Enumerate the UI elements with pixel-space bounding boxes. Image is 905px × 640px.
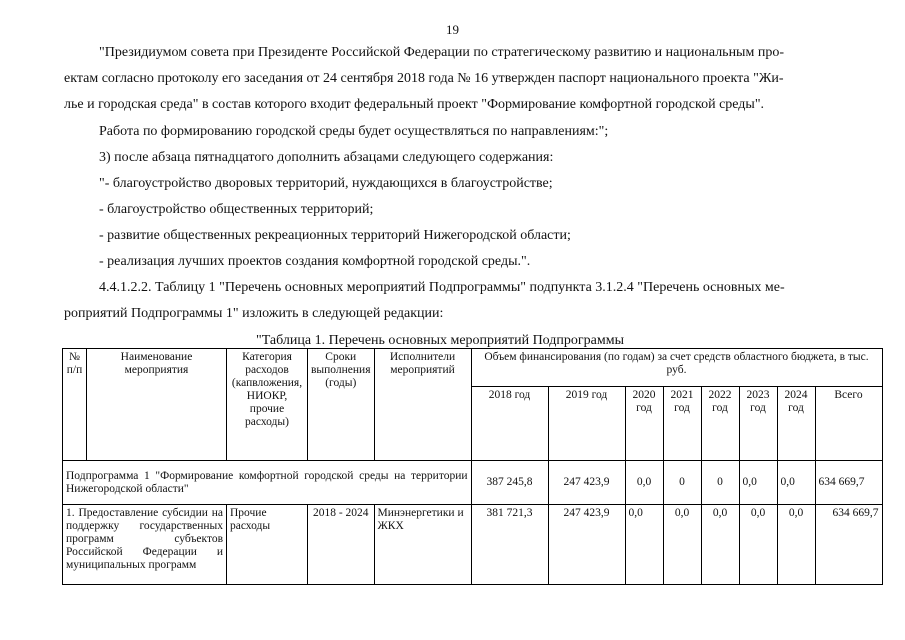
row-measure-name: 1. Предоставление субсидии на поддержку государственных программ субъектов Российской Федерации и муниципальных программ bbox=[63, 505, 227, 585]
table-cell: 634 669,7 bbox=[815, 461, 882, 505]
paragraph-line: Работа по формированию городской среды будет осуществляться по направлениям:"; bbox=[99, 124, 609, 139]
row-category: Прочие расходы bbox=[227, 505, 308, 585]
header-year: 2022 год bbox=[701, 387, 739, 461]
table-cell: 247 423,9 bbox=[548, 461, 625, 505]
subprogram-row bbox=[63, 461, 883, 505]
paragraph-line: "Президиумом совета при Президенте Российской Федерации по стратегическому развитию и национальным про- bbox=[99, 45, 784, 60]
table-cell: 0,0 bbox=[777, 461, 815, 505]
header-executors: Исполнители мероприятий bbox=[374, 349, 471, 461]
table-cell: 634 669,7 bbox=[815, 505, 882, 585]
paragraph-line: лье и городская среда" в состав которого входит федеральный проект "Формирование комфортной городской среды". bbox=[64, 97, 765, 112]
row-executor: Минэнергетики и ЖКХ bbox=[374, 505, 471, 585]
paragraph-line: ектам согласно протоколу его заседания от 24 сентября 2018 года № 16 утвержден паспорт национального проекта "Жи- bbox=[64, 71, 784, 86]
paragraph-line: 3) после абзаца пятнадцатого дополнить абзацами следующего содержания: bbox=[99, 150, 554, 165]
header-year: 2020 год bbox=[625, 387, 663, 461]
header-year: 2023 год bbox=[739, 387, 777, 461]
table-cell: 387 245,8 bbox=[471, 461, 548, 505]
header-terms: Сроки выполнения (годы) bbox=[308, 349, 375, 461]
header-year: 2024 год bbox=[777, 387, 815, 461]
table-cell: 0,0 bbox=[701, 505, 739, 585]
paragraph-line: 4.4.1.2.2. Таблицу 1 "Перечень основных мероприятий Подпрограммы" подпункта 3.1.2.4 "Перечень основных ме- bbox=[99, 280, 785, 295]
table-cell: 0,0 bbox=[777, 505, 815, 585]
paragraph-line: роприятий Подпрограммы 1" изложить в следующей редакции: bbox=[64, 306, 444, 321]
table-title: "Таблица 1. Перечень основных мероприятий Подпрограммы bbox=[256, 333, 624, 348]
subprogram-title: Подпрограмма 1 "Формирование комфортной городской среды на территории Нижегородской области" bbox=[63, 461, 472, 505]
table-cell: 0,0 bbox=[739, 505, 777, 585]
header-funding: Объем финансирования (по годам) за счет средств областного бюджета, в тыс. руб. bbox=[471, 349, 882, 387]
table-row bbox=[63, 505, 883, 585]
measures-table bbox=[62, 348, 883, 585]
table-cell: 0,0 bbox=[625, 461, 663, 505]
table-cell: 381 721,3 bbox=[471, 505, 548, 585]
table-cell: 0,0 bbox=[625, 505, 663, 585]
paragraph-line: - развитие общественных рекреационных территорий Нижегородской области; bbox=[99, 228, 571, 243]
header-num: № п/п bbox=[63, 349, 87, 461]
table-cell: 0,0 bbox=[663, 505, 701, 585]
page-number: 19 bbox=[446, 22, 459, 37]
paragraph-line: - реализация лучших проектов создания комфортной городской среды.". bbox=[99, 254, 531, 269]
header-name: Наименование мероприятия bbox=[87, 349, 227, 461]
header-year: 2019 год bbox=[548, 387, 625, 461]
table-cell: 247 423,9 bbox=[548, 505, 625, 585]
table-cell: 0 bbox=[663, 461, 701, 505]
header-year: 2018 год bbox=[471, 387, 548, 461]
header-year: 2021 год bbox=[663, 387, 701, 461]
header-category: Категория расходов (капвложения, НИОКР, прочие расходы) bbox=[227, 349, 308, 461]
table-cell: 0,0 bbox=[739, 461, 777, 505]
row-terms: 2018 - 2024 bbox=[308, 505, 375, 585]
table-cell: 0 bbox=[701, 461, 739, 505]
paragraph-line: "- благоустройство дворовых территорий, нуждающихся в благоустройстве; bbox=[99, 176, 553, 191]
table-header-row bbox=[63, 349, 883, 387]
header-total: Всего bbox=[815, 387, 882, 461]
paragraph-line: - благоустройство общественных территорий; bbox=[99, 202, 374, 217]
